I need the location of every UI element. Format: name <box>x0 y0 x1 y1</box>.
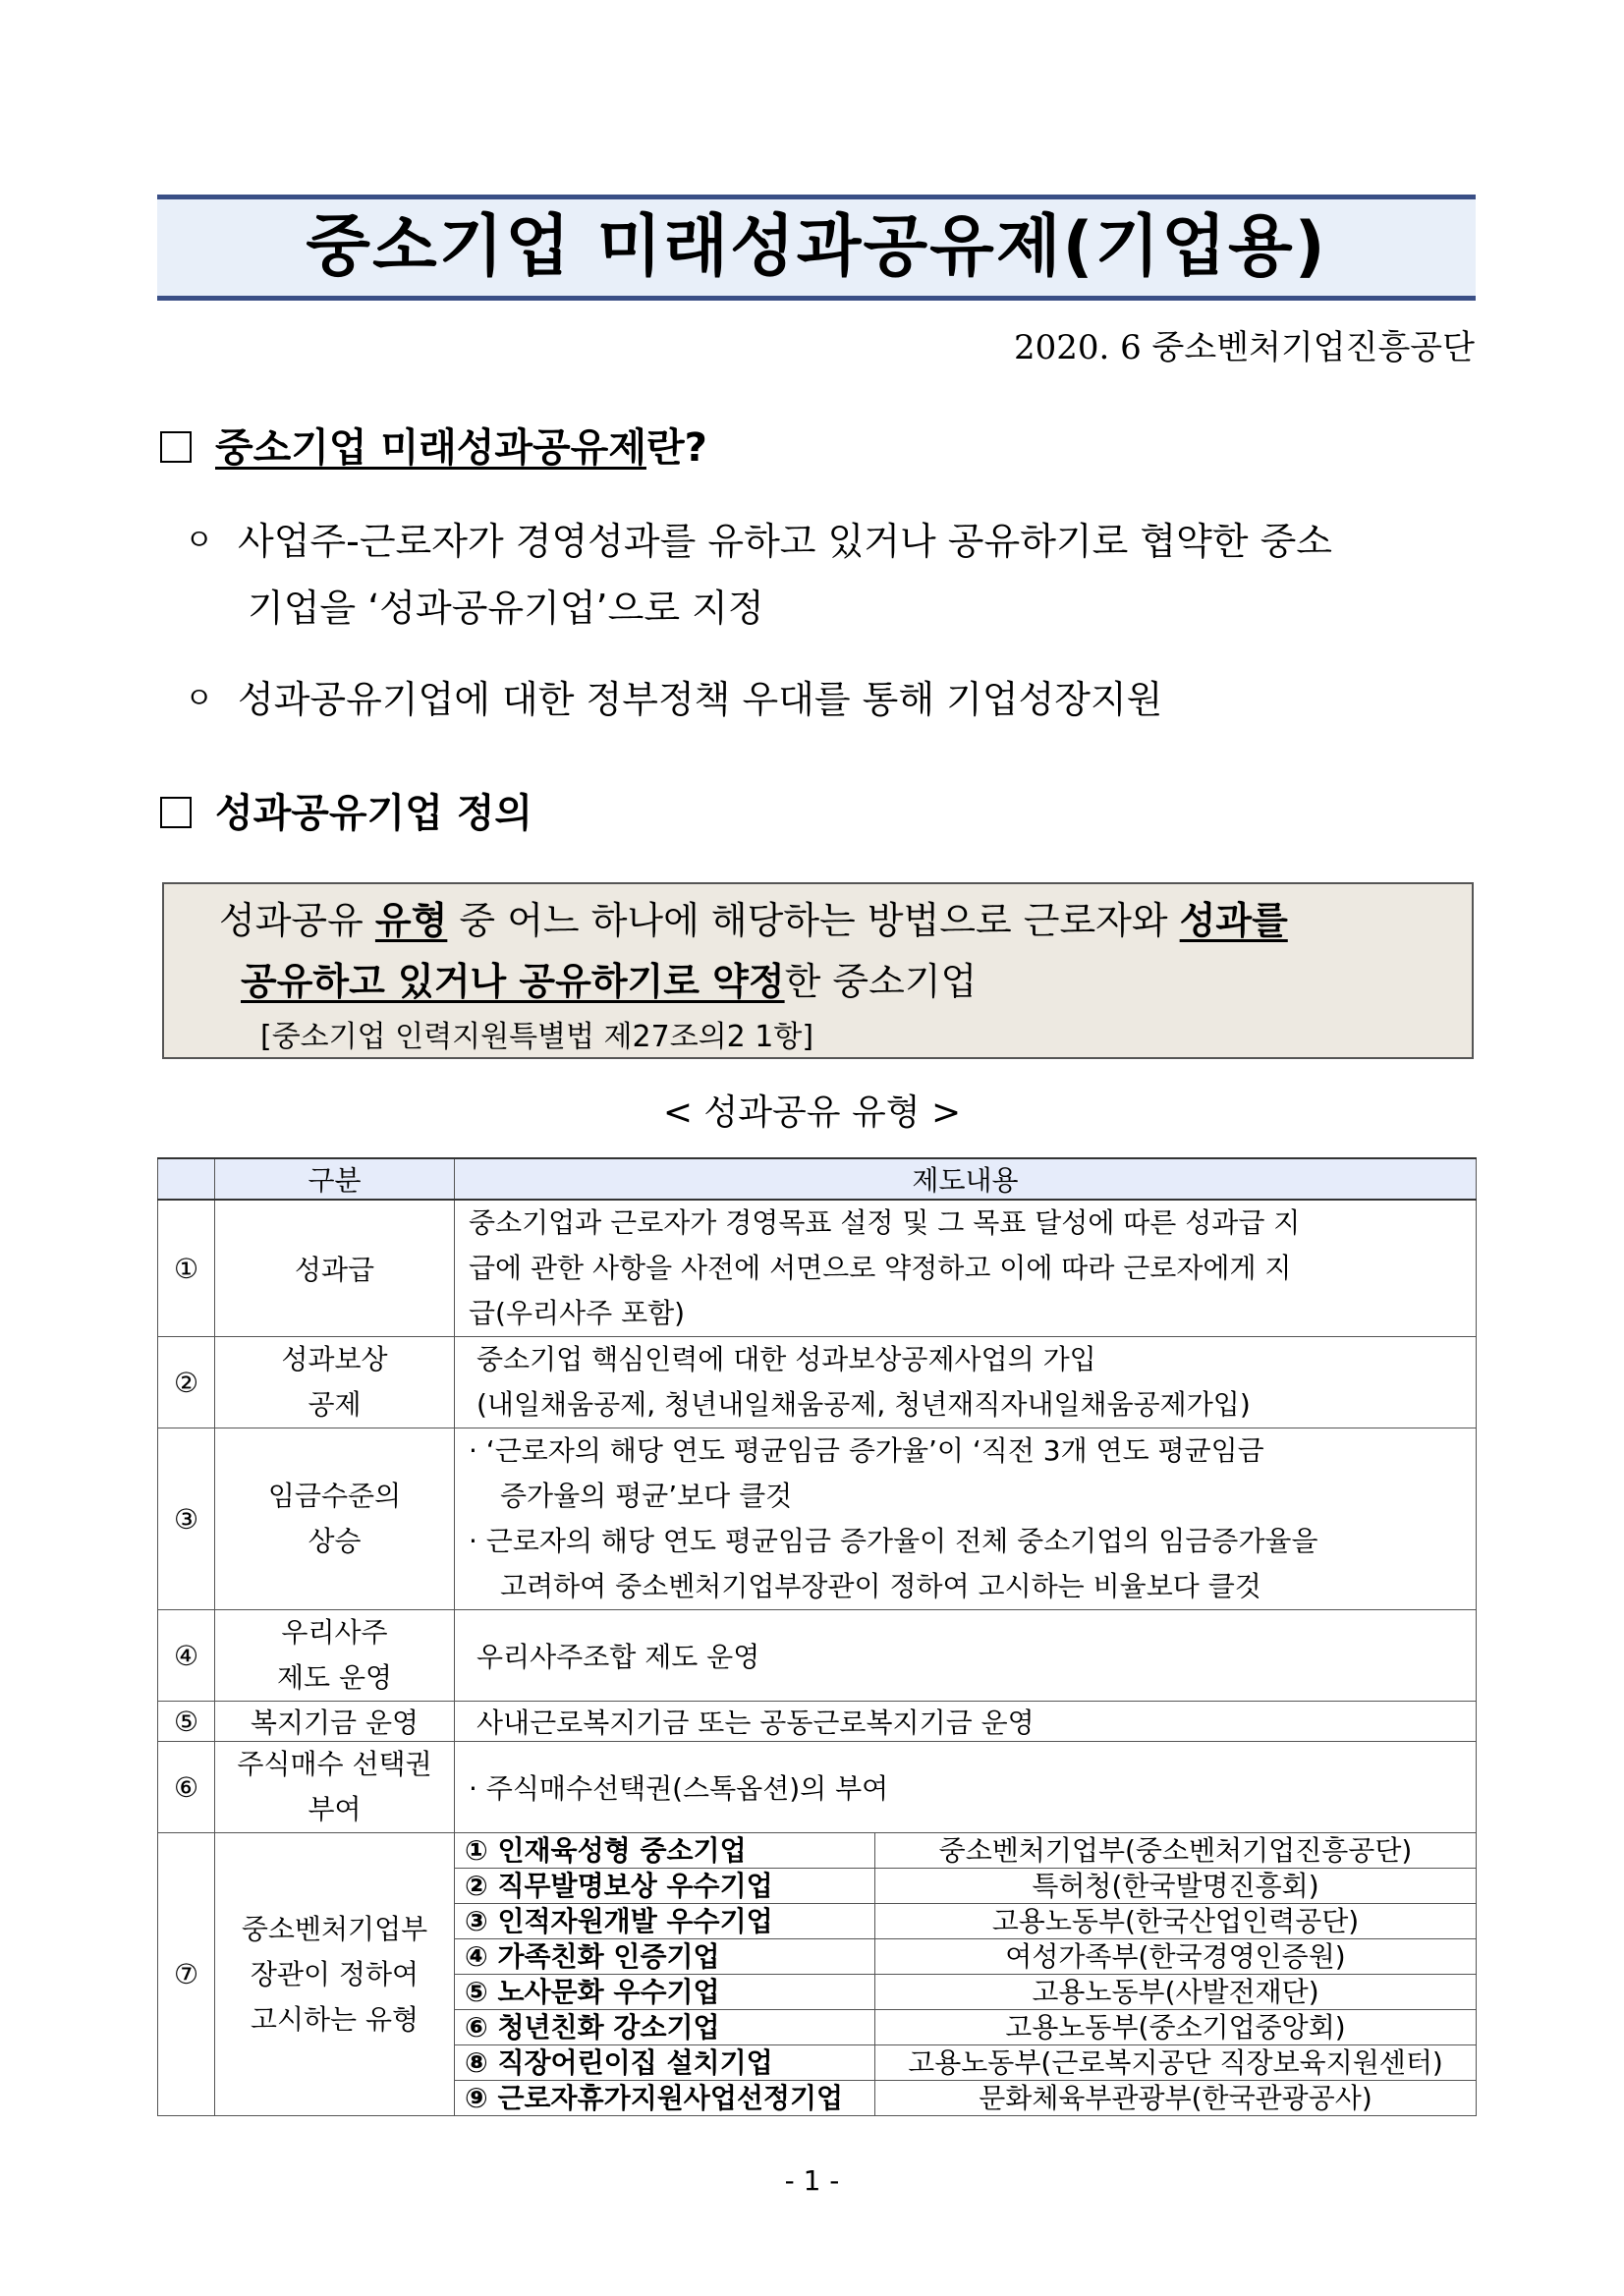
bullet-item: ㅇ 사업주-근로자가 경영성과를 유하고 있거나 공유하기로 협약한 중소 기업을 ‘성과공유기업’으로 지정 <box>185 508 1482 642</box>
certifying-agency: 중소벤처기업부(중소벤처기업진흥공단) <box>875 1833 1477 1869</box>
table-row: ② 성과보상 공제 중소기업 핵심인력에 대한 성과보상공제사업의 가입 (내일채움공제, 청년내일채움공제, 청년재직자내일채움공제가입) <box>158 1337 1477 1428</box>
legal-reference: [중소기업 인력지원특별법 제27조의2 1항] <box>260 1020 814 1054</box>
document-title: 중소기업 미래성과공유제(기업용) <box>306 208 1327 286</box>
certification-label: ② 직무발명보상 우수기업 <box>455 1869 875 1904</box>
certification-label: ③ 인적자원개발 우수기업 <box>455 1904 875 1939</box>
header-cell: 제도내용 <box>455 1158 1477 1200</box>
section-heading-2: 성과공유기업 정의 <box>160 782 532 838</box>
table-caption: < 성과공유 유형 > <box>662 1092 962 1133</box>
certifying-agency: 특허청(한국발명진흥회) <box>875 1869 1477 1904</box>
header-cell <box>158 1158 215 1200</box>
checkbox-square-icon <box>160 797 192 828</box>
checkbox-square-icon <box>160 431 192 463</box>
share-type-table <box>157 1157 1477 2116</box>
table-row: ① 성과급 중소기업과 근로자가 경영목표 설정 및 그 목표 달성에 따른 성과급 지 급에 관한 사항을 사전에 서면으로 약정하고 이에 따라 근로자에게 지 급(우리사주 포함) <box>158 1200 1477 1337</box>
certifying-agency: 여성가족부(한국경영인증원) <box>875 1939 1477 1975</box>
header-cell: 구분 <box>215 1158 455 1200</box>
table-row: ⑦ 중소벤처기업부 장관이 정하여 고시하는 유형 ① 인재육성형 중소기업 중소벤처기업부(중소벤처기업진흥공단) <box>158 1833 1477 1869</box>
certifying-agency: 고용노동부(근로복지공단 직장보육지원센터) <box>875 2045 1477 2081</box>
table-header-row <box>158 1158 1477 1200</box>
certifying-agency: 고용노동부(중소기업중앙회) <box>875 2010 1477 2045</box>
certifying-agency: 고용노동부(사발전재단) <box>875 1975 1477 2010</box>
certification-label: ⑤ 노사문화 우수기업 <box>455 1975 875 2010</box>
certification-label: ⑨ 근로자휴가지원사업선정기업 <box>455 2081 875 2116</box>
page-number: - 1 - <box>784 2164 840 2197</box>
definition-box <box>162 882 1474 1059</box>
issuer-date: 2020. 6 중소벤처기업진흥공단 <box>1013 328 1475 367</box>
certification-label: ⑥ 청년친화 강소기업 <box>455 2010 875 2045</box>
certification-label: ① 인재육성형 중소기업 <box>455 1833 875 1869</box>
certification-label: ⑧ 직장어린이집 설치기업 <box>455 2045 875 2081</box>
bullet-circle-icon: ㅇ <box>185 682 213 716</box>
table-row: ⑤ 복지기금 운영 사내근로복지기금 또는 공동근로복지기금 운영 <box>158 1702 1477 1742</box>
title-banner <box>157 195 1476 301</box>
bullet-circle-icon: ㅇ <box>185 524 213 558</box>
table-row: ④ 우리사주 제도 운영 우리사주조합 제도 운영 <box>158 1610 1477 1702</box>
certifying-agency: 고용노동부(한국산업인력공단) <box>875 1904 1477 1939</box>
certifying-agency: 문화체육부관광부(한국관광공사) <box>875 2081 1477 2116</box>
bullet-item: ㅇ 성과공유기업에 대한 정부정책 우대를 통해 기업성장지원 <box>185 666 1482 733</box>
definition-line-2: 공유하고 있거나 공유하기로 약정한 중소기업 <box>241 960 978 1003</box>
section-heading-1: 중소기업 미래성과공유제란? <box>160 417 707 473</box>
definition-line-1: 성과공유 유형 중 어느 하나에 해당하는 방법으로 근로자와 성과를 <box>219 899 1288 942</box>
table-row: ⑥ 주식매수 선택권 부여 · 주식매수선택권(스톡옵션)의 부여 <box>158 1742 1477 1833</box>
table-row: ③ 임금수준의 상승 · ‘근로자의 해당 연도 평균임금 증가율’이 ‘직전 3개 연도 평균임금 증가율의 평균’보다 클것 · 근로자의 해당 연도 평균임금 증가율이 전체 중소기업의 임금증가율을 고려하여 중소벤처기업부장관이 정하여 고시하는 비율보다 클것 <box>158 1428 1477 1610</box>
certification-label: ④ 가족친화 인증기업 <box>455 1939 875 1975</box>
